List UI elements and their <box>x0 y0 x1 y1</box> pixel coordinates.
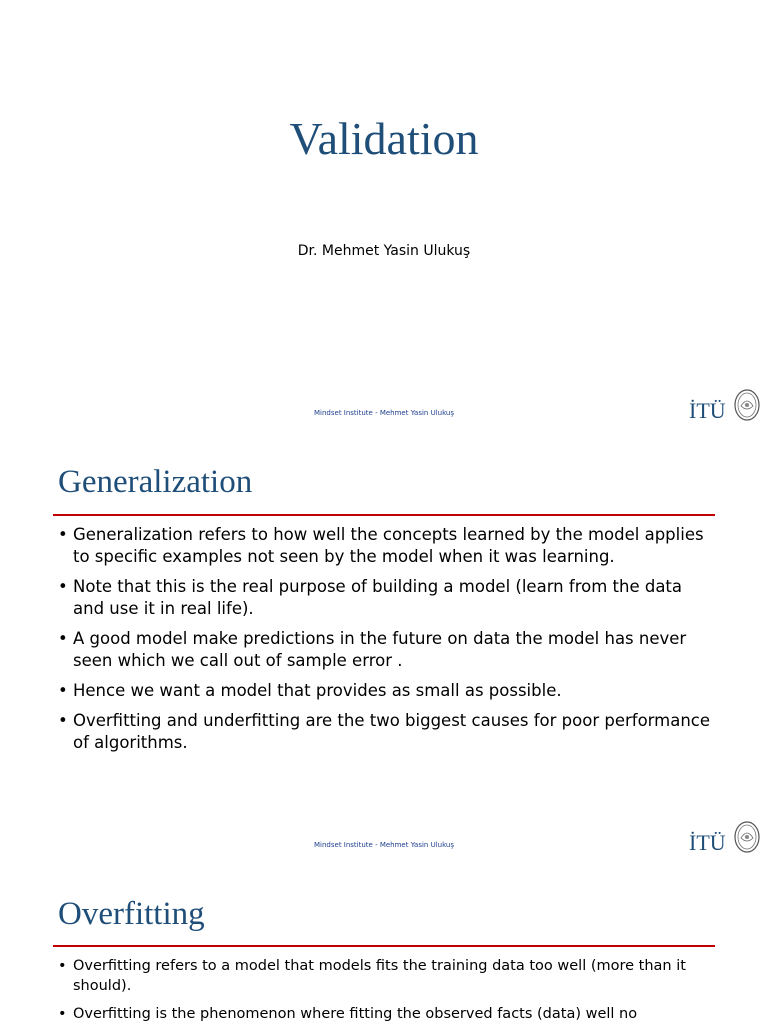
slide-title: Overfitting <box>58 896 205 932</box>
bullet-icon: • <box>58 629 68 648</box>
itu-logo <box>689 388 765 428</box>
generalization-slide <box>0 432 768 864</box>
slide-title: Validation <box>289 113 479 164</box>
bullet-icon: • <box>58 1006 67 1022</box>
bullet-list <box>58 524 718 762</box>
seal-icon <box>733 388 761 422</box>
list-item: • Hence we want a model that provides as small as possible. <box>58 681 562 700</box>
seal-icon <box>733 820 761 854</box>
list-item: • Note that this is the real purpose of building a model (learn from the data and use it in real life). <box>58 577 683 618</box>
bullet-icon: • <box>58 958 67 974</box>
bullet-icon: • <box>58 577 68 596</box>
bullet-icon: • <box>58 681 68 700</box>
list-item: • Generalization refers to how well the concepts learned by the model applies to specific examples not seen by the model when it was learning. <box>58 525 704 566</box>
list-item: • A good model make predictions in the future on data the model has never seen which we call out of sample error . <box>58 629 687 670</box>
itu-logo <box>689 820 765 860</box>
bullet-icon: • <box>58 525 68 544</box>
logo-text: İTÜ <box>689 830 726 855</box>
logo-text: İTÜ <box>689 398 726 423</box>
title-divider <box>53 514 715 516</box>
slide-title: Generalization <box>58 464 253 500</box>
list-item: • Overfitting and underfitting are the two biggest causes for poor performance of algorithms. <box>58 711 711 752</box>
overfitting-slide <box>0 864 768 1024</box>
slide-footer: Mindset Institute - Mehmet Yasin Ulukuş <box>314 409 454 417</box>
title-slide <box>0 0 768 432</box>
author-name: Dr. Mehmet Yasin Ulukuş <box>297 243 471 259</box>
title-divider <box>53 945 715 947</box>
slide-footer: Mindset Institute - Mehmet Yasin Ulukuş <box>314 841 454 849</box>
bullet-icon: • <box>58 711 68 730</box>
list-item: • Overfitting is the phenomenon where fitting the observed facts (data) well no <box>58 1006 638 1022</box>
bullet-list <box>58 956 718 1032</box>
list-item: • Overfitting refers to a model that models fits the training data too well (more than it should). <box>58 958 686 994</box>
